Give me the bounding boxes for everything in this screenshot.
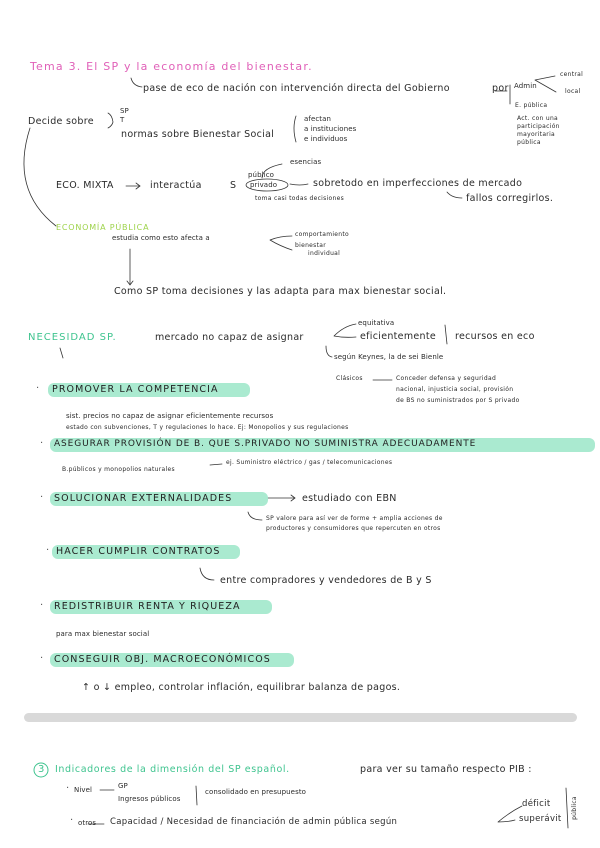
otros-label: otros bbox=[78, 819, 97, 827]
gp-label: GP bbox=[118, 782, 128, 790]
bullet: · bbox=[66, 783, 70, 794]
decide-t: T bbox=[120, 116, 125, 124]
item-note: ↑ o ↓ empleo, controlar inflación, equilibrar balanza de pagos. bbox=[82, 682, 401, 693]
act-line-3: mayoritaria bbox=[517, 131, 556, 138]
para-line: para ver su tamaño respecto PIB : bbox=[360, 764, 532, 775]
section-number: 3 bbox=[38, 764, 45, 775]
act-line-4: pública bbox=[517, 139, 541, 146]
clasicos-label: Clásicos bbox=[336, 375, 363, 382]
privado-label: privado bbox=[250, 181, 278, 189]
deficit-label: déficit bbox=[522, 799, 551, 809]
item-label: REDISTRIBUIR RENTA Y RIQUEZA bbox=[54, 601, 241, 612]
act-line-2: participación bbox=[517, 123, 560, 130]
normas-line: normas sobre Bienestar Social bbox=[121, 129, 275, 140]
bullet: · bbox=[40, 438, 44, 449]
comportamiento: comportamiento bbox=[295, 231, 350, 238]
clasicos-desc-3: de BS no suministrados por S privado bbox=[396, 397, 520, 404]
necesidad-heading: NECESIDAD SP. bbox=[28, 332, 117, 343]
mercado-line: mercado no capaz de asignar bbox=[155, 332, 304, 343]
afectan-1: afectan bbox=[304, 115, 332, 123]
item-note: ej. Suministro eléctrico / gas / telecomunicaciones bbox=[226, 459, 393, 466]
eco-publica-heading: ECONOMÍA PÚBLICA bbox=[56, 223, 150, 232]
item-label: ASEGURAR PROVISIÓN DE B. QUE S.PRIVADO NO SUMINISTRA ADECUADAMENTE bbox=[54, 439, 477, 449]
como-sp-line: Como SP toma decisiones y las adapta para max bienestar social. bbox=[114, 286, 447, 297]
decide-sp: SP bbox=[120, 107, 129, 115]
item-note: productores y consumidores que repercuten en otros bbox=[266, 525, 441, 532]
admin-local: local bbox=[565, 88, 581, 95]
admin-central: central bbox=[560, 71, 584, 78]
item-note: estado con subvenciones, T y regulaciones lo hace. Ej: Monopolios y sus regulaciones bbox=[66, 424, 349, 431]
item-note: para max bienestar social bbox=[56, 630, 150, 638]
por-label: por bbox=[492, 83, 509, 94]
equitativa-label: equitativa bbox=[358, 319, 395, 327]
item-note: B.públicos y monopolios naturales bbox=[62, 466, 175, 473]
admin-label: Admin bbox=[514, 82, 537, 90]
superavit-label: superávit bbox=[519, 814, 562, 824]
bullet: · bbox=[40, 492, 44, 503]
item-label: PROMOVER LA COMPETENCIA bbox=[52, 384, 219, 395]
act-line-1: Act. con una bbox=[517, 115, 559, 122]
definition-line: pase de eco de nación con intervención directa del Gobierno bbox=[143, 83, 450, 94]
esencias-label: esencias bbox=[290, 158, 322, 166]
clasicos-desc-1: Conceder defensa y seguridad bbox=[396, 375, 497, 382]
bullet: · bbox=[40, 600, 44, 611]
page-title: Tema 3. El SP y la economía del bienestar. bbox=[30, 60, 313, 73]
bullet: · bbox=[46, 545, 50, 556]
item-label: HACER CUMPLIR CONTRATOS bbox=[56, 546, 221, 557]
afectan-2: a instituciones bbox=[304, 125, 357, 133]
segun-line: según Keynes, la de sei Bienle bbox=[334, 353, 444, 361]
publico-label: público bbox=[248, 171, 275, 179]
decide-label: Decide sobre bbox=[28, 116, 94, 127]
bienestar-2: individual bbox=[308, 250, 341, 257]
estudia-line: estudia como esto afecta a bbox=[112, 234, 210, 242]
interactua: interactúa bbox=[150, 180, 202, 191]
e-publica: E. pública bbox=[515, 102, 548, 109]
item-note: entre compradores y vendedores de B y S bbox=[220, 575, 432, 586]
section-heading: Indicadores de la dimensión del SP español. bbox=[55, 764, 290, 775]
bullet: · bbox=[40, 653, 44, 664]
item-label: SOLUCIONAR EXTERNALIDADES bbox=[54, 493, 233, 504]
ingresos-label: Ingresos públicos bbox=[118, 795, 181, 803]
clasicos-desc-2: nacional, injusticia social, provisión bbox=[396, 386, 514, 393]
bienestar-1: bienestar bbox=[295, 242, 326, 249]
nivel-label: Nivel bbox=[74, 786, 93, 794]
sobretodo-line: sobretodo en imperfecciones de mercado bbox=[313, 178, 523, 189]
publica-vertical: pública bbox=[570, 796, 578, 820]
interactua-s: S bbox=[230, 180, 237, 191]
eco-mixta: ECO. MIXTA bbox=[56, 180, 114, 191]
section-divider bbox=[24, 713, 577, 722]
consolidado-line: consolidado en presupuesto bbox=[205, 788, 307, 796]
item-note: SP valore para así ver de forme + amplia acciones de bbox=[266, 515, 443, 522]
item-note: estudiado con EBN bbox=[302, 493, 397, 504]
bullet: · bbox=[70, 815, 74, 826]
capacidad-line: Capacidad / Necesidad de financiación de admin pública según bbox=[110, 817, 398, 827]
eficientemente-label: eficientemente bbox=[360, 331, 437, 342]
afectan-3: e individuos bbox=[304, 135, 348, 143]
item-note: sist. precios no capaz de asignar eficientemente recursos bbox=[66, 412, 274, 420]
recursos-label: recursos en eco bbox=[455, 331, 535, 342]
fallos-line: fallos corregirlos. bbox=[466, 193, 554, 204]
toma-casi: toma casi todas decisiones bbox=[255, 195, 345, 202]
item-label: CONSEGUIR OBJ. MACROECONÓMICOS bbox=[54, 654, 271, 665]
bullet: · bbox=[36, 383, 40, 394]
